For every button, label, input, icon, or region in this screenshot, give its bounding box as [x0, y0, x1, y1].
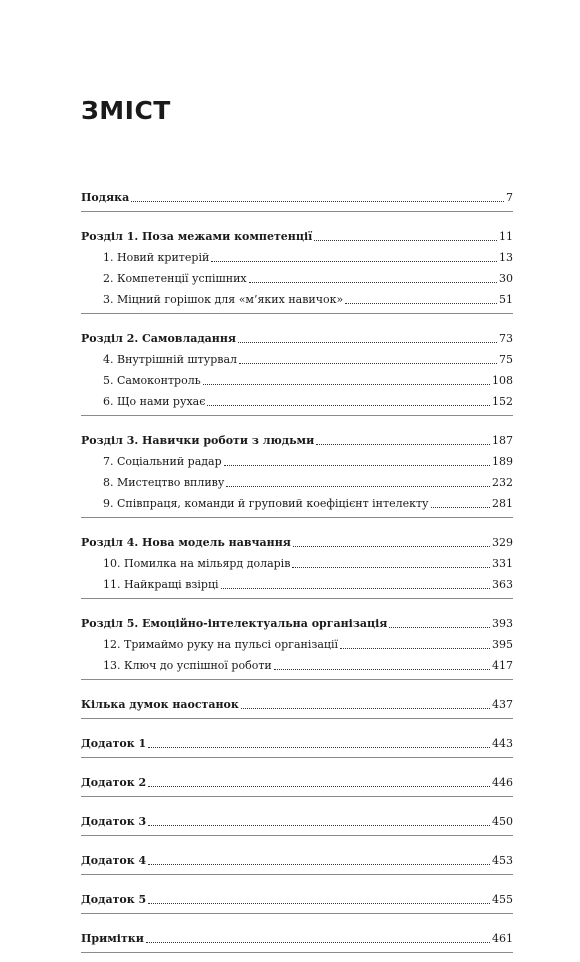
toc-entry-page: 11 [499, 230, 513, 243]
toc-entry-page: 446 [492, 776, 513, 789]
toc-entry-label: 3. Міцний горішок для «м’яких навичок» [103, 293, 344, 306]
toc-group-part-4 [81, 527, 513, 599]
toc-entry-label: 6. Що нами рухає [103, 395, 206, 408]
dot-leader [389, 626, 490, 628]
toc-entry-page: 331 [492, 557, 513, 570]
toc-entry-page: 443 [492, 737, 513, 750]
toc-entry-appendix-3[interactable] [81, 806, 513, 829]
toc-entry-page: 189 [492, 455, 513, 468]
toc-group-part-1 [81, 221, 513, 314]
toc-entry-page: 363 [492, 578, 513, 591]
toc-entry-label: 11. Найкращі взірці [103, 578, 219, 591]
toc-group-notes [81, 923, 513, 953]
toc-entry-chapter-5[interactable] [81, 367, 513, 388]
toc-entry-label: Додаток 1 [81, 737, 147, 750]
toc-entry-page: 281 [492, 497, 513, 510]
dot-leader [148, 863, 490, 865]
toc-entry-page: 450 [492, 815, 513, 828]
toc-entry-page: 393 [492, 617, 513, 630]
toc-group-part-3 [81, 425, 513, 518]
toc-group-part-2 [81, 323, 513, 416]
dot-leader [131, 200, 504, 202]
toc-entry-appendix-4[interactable] [81, 845, 513, 868]
dot-leader [203, 383, 490, 385]
toc-entry-label: Розділ 1. Поза межами компетенції [81, 230, 313, 243]
dot-leader [211, 260, 497, 262]
toc-entry-label: 9. Співпраця, команди й груповий коефіцієнт інтелекту [103, 497, 429, 510]
toc-entry-label: 8. Мистецтво впливу [103, 476, 225, 489]
toc-entry-page: 187 [492, 434, 513, 447]
toc-entry-appendix-2[interactable] [81, 767, 513, 790]
dot-leader [148, 785, 490, 787]
dot-leader [239, 362, 497, 364]
dot-leader [224, 464, 490, 466]
toc-entry-page: 13 [499, 251, 513, 264]
toc-group-acknowledgements [81, 182, 513, 212]
toc-entry-page: 152 [492, 395, 513, 408]
toc-entry-label: Розділ 5. Емоційно-інтелектуальна організація [81, 617, 388, 630]
dot-leader [148, 902, 490, 904]
toc-entry-label: 7. Соціальний радар [103, 455, 222, 468]
toc-entry-label: Розділ 2. Самовладання [81, 332, 237, 345]
toc-entry-part-1[interactable] [81, 221, 513, 244]
toc-entry-chapter-13[interactable] [81, 652, 513, 673]
toc-entry-page: 437 [492, 698, 513, 711]
toc-entry-label: Додаток 4 [81, 854, 147, 867]
dot-leader [345, 302, 497, 304]
toc-entry-label: 12. Тримаймо руку на пульсі організації [103, 638, 339, 651]
toc-group-part-5 [81, 608, 513, 680]
dot-leader [431, 506, 490, 508]
page-title: ЗМІСТ [81, 96, 171, 125]
toc-entry-label: Подяка [81, 191, 130, 204]
dot-leader [293, 545, 490, 547]
toc-entry-part-5[interactable] [81, 608, 513, 631]
toc-entry-label: Розділ 4. Нова модель навчання [81, 536, 291, 549]
toc-entry-chapter-8[interactable] [81, 469, 513, 490]
dot-leader [241, 707, 490, 709]
toc-entry-chapter-3[interactable] [81, 286, 513, 307]
dot-leader [314, 239, 497, 241]
dot-leader [221, 587, 490, 589]
dot-leader [238, 341, 497, 343]
toc-group-appendix-5 [81, 884, 513, 914]
toc-entry-page: 73 [499, 332, 513, 345]
dot-leader [274, 668, 490, 670]
toc-entry-appendix-1[interactable] [81, 728, 513, 751]
toc-entry-chapter-9[interactable] [81, 490, 513, 511]
dot-leader [146, 941, 490, 943]
toc-entry-part-2[interactable] [81, 323, 513, 346]
toc-entry-page: 75 [499, 353, 513, 366]
toc-entry-notes[interactable] [81, 923, 513, 946]
toc-entry-label: 13. Ключ до успішної роботи [103, 659, 272, 672]
dot-leader [316, 443, 490, 445]
toc-entry-page: 232 [492, 476, 513, 489]
dot-leader [292, 566, 490, 568]
toc-entry-chapter-11[interactable] [81, 571, 513, 592]
toc-entry-label: Примітки [81, 932, 144, 945]
toc-entry-chapter-4[interactable] [81, 346, 513, 367]
toc-entry-page: 51 [499, 293, 513, 306]
toc-entry-label: 2. Компетенції успішних [103, 272, 247, 285]
toc-entry-label: 1. Новий критерій [103, 251, 210, 264]
toc-entry-acknowledgements[interactable] [81, 182, 513, 205]
toc-entry-label: Додаток 5 [81, 893, 147, 906]
toc-group-appendix-3 [81, 806, 513, 836]
toc-entry-appendix-5[interactable] [81, 884, 513, 907]
toc-entry-page: 30 [499, 272, 513, 285]
toc-entry-page: 455 [492, 893, 513, 906]
toc-entry-label: Кілька думок наостанок [81, 698, 239, 711]
dot-leader [207, 404, 490, 406]
dot-leader [148, 746, 490, 748]
toc-entry-part-3[interactable] [81, 425, 513, 448]
toc-entry-page: 7 [506, 191, 513, 204]
toc-entry-label: 10. Помилка на мільярд доларів [103, 557, 291, 570]
dot-leader [340, 647, 490, 649]
dot-leader [249, 281, 497, 283]
toc-entry-page: 453 [492, 854, 513, 867]
toc-group-afterword [81, 689, 513, 719]
toc-entry-page: 108 [492, 374, 513, 387]
toc-entry-chapter-10[interactable] [81, 550, 513, 571]
toc-entry-chapter-2[interactable] [81, 265, 513, 286]
toc-entry-page: 417 [492, 659, 513, 672]
toc-entry-afterword[interactable] [81, 689, 513, 712]
toc-entry-page: 329 [492, 536, 513, 549]
toc-group-appendix-4 [81, 845, 513, 875]
toc-entry-chapter-6[interactable] [81, 388, 513, 409]
toc-group-appendix-1 [81, 728, 513, 758]
toc-entry-page: 395 [492, 638, 513, 651]
toc-entry-label: 4. Внутрішній штурвал [103, 353, 237, 366]
toc-entry-chapter-7[interactable] [81, 448, 513, 469]
toc-entry-label: Додаток 2 [81, 776, 147, 789]
toc-entry-label: Додаток 3 [81, 815, 147, 828]
dot-leader [148, 824, 490, 826]
dot-leader [226, 485, 490, 487]
table-of-contents [81, 182, 513, 962]
toc-entry-page: 461 [492, 932, 513, 945]
toc-entry-part-4[interactable] [81, 527, 513, 550]
toc-entry-label: Розділ 3. Навички роботи з людьми [81, 434, 315, 447]
toc-entry-chapter-1[interactable] [81, 244, 513, 265]
toc-entry-chapter-12[interactable] [81, 631, 513, 652]
toc-entry-label: 5. Самоконтроль [103, 374, 201, 387]
toc-group-appendix-2 [81, 767, 513, 797]
